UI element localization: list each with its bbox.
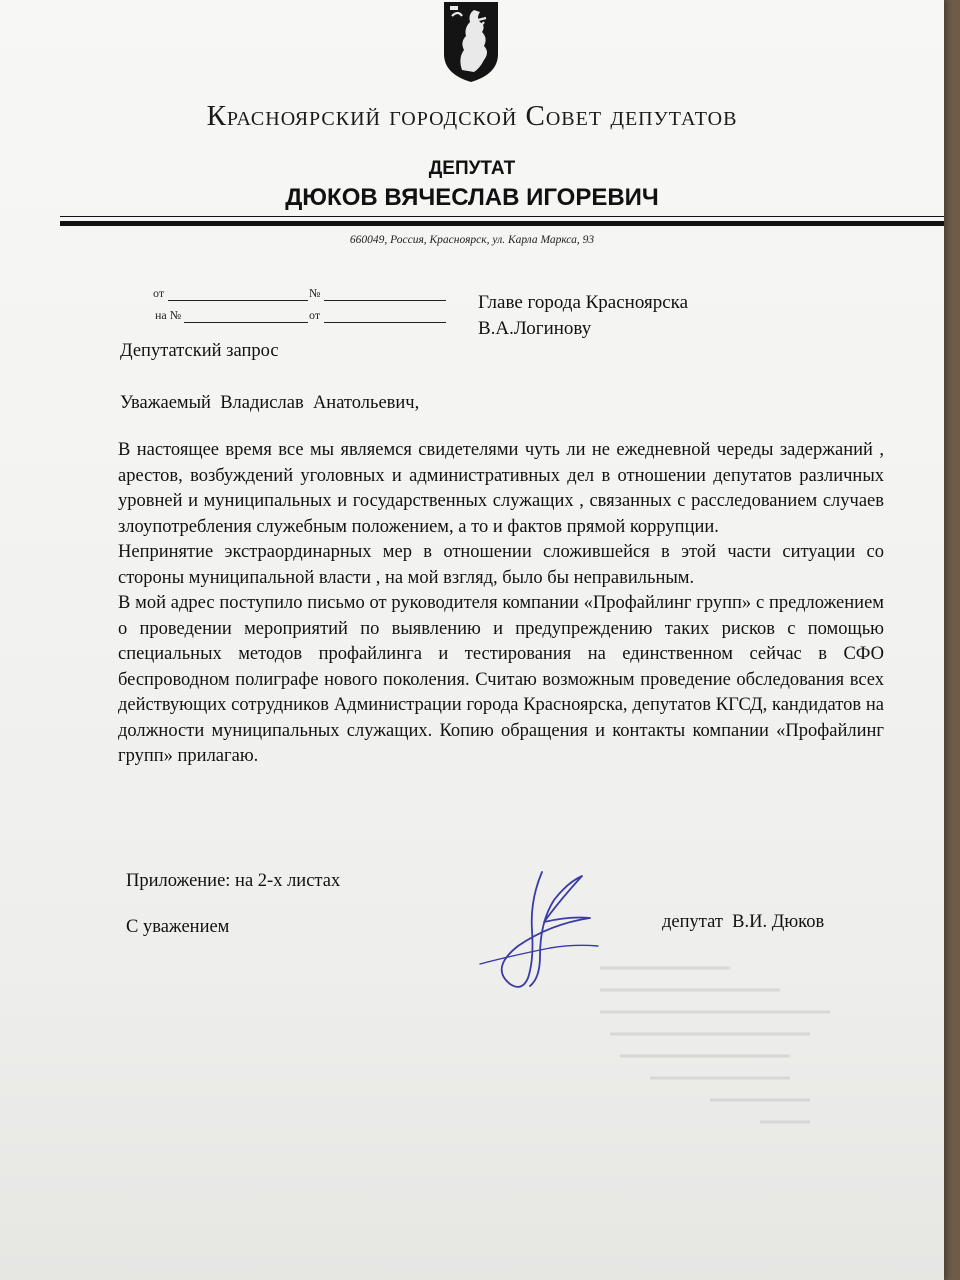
body-paragraph: В мой адрес поступило письмо от руководителя компании «Профайлинг групп» с предложением о проведении мероприятий по выявлению и предупреждению таких рисков с помощью специальных методов профайлинга и тестирования на единственном сейчас в СФО беспроводном полиграфе нового поколения. Считаю возможным проведение обследования всех действующих сотрудников Администрации города Красноярска, депутатов КГСД, кандидатов на должности муниципальных служащих. Копию обращения и контакты компании «Профайлинг групп» прилагаю.	[118, 593, 884, 766]
council-name: Красноярский городской Совет депутатов	[206, 100, 738, 132]
letter-body	[118, 438, 884, 770]
reg-number-label: №	[309, 286, 321, 300]
body-paragraph: Непринятие экстраординарных мер в отношении сложившейся в этой части ситуации со стороны муниципальной власти , на мой взгляд, было бы неправильным.	[118, 542, 884, 588]
recipient-line-2: В.А.Логинову	[478, 318, 592, 339]
recipient-line-1: Главе города Красноярска	[478, 292, 689, 313]
reg-from-line	[168, 299, 308, 301]
reg-reply-line	[184, 321, 308, 323]
attachment-note: Приложение: на 2-х листах	[126, 871, 341, 891]
coat-of-arms-icon	[440, 0, 502, 84]
reg-reply-label: на №	[155, 308, 182, 322]
reg-reply-from-line	[324, 321, 446, 323]
closing-phrase: С уважением	[126, 917, 230, 937]
body-paragraph: В настоящее время все мы являемся свидетелями чуть ли не ежедневной череды задержаний , арестов, возбуждений уголовных и административных дел в отношении депутатов различных уровней и муниципальных и государственных служащих , связанных с расследованием случаев злоупотребления служебным положением, а то и фактов прямой коррупции.	[118, 440, 884, 537]
deputy-label: ДЕПУТАТ	[428, 158, 516, 179]
signatory: депутат В.И. Дюков	[662, 912, 825, 932]
show-through-texture	[590, 960, 850, 1150]
deputy-name: ДЮКОВ ВЯЧЕСЛАВ ИГОРЕВИЧ	[285, 184, 659, 211]
letter-salutation: Уважаемый Владислав Анатольевич,	[120, 393, 420, 413]
reg-number-line	[324, 299, 446, 301]
header-rule-thick	[60, 221, 944, 226]
reg-reply-from-label: от	[309, 308, 321, 322]
header-address: 660049, Россия, Красноярск, ул. Карла Маркса, 93	[349, 234, 595, 246]
letter-title: Депутатский запрос	[120, 341, 279, 361]
reg-from-label: от	[153, 286, 165, 300]
header-rule-thin	[60, 216, 944, 217]
recipient-block	[478, 290, 688, 342]
signature-icon	[470, 860, 610, 1000]
